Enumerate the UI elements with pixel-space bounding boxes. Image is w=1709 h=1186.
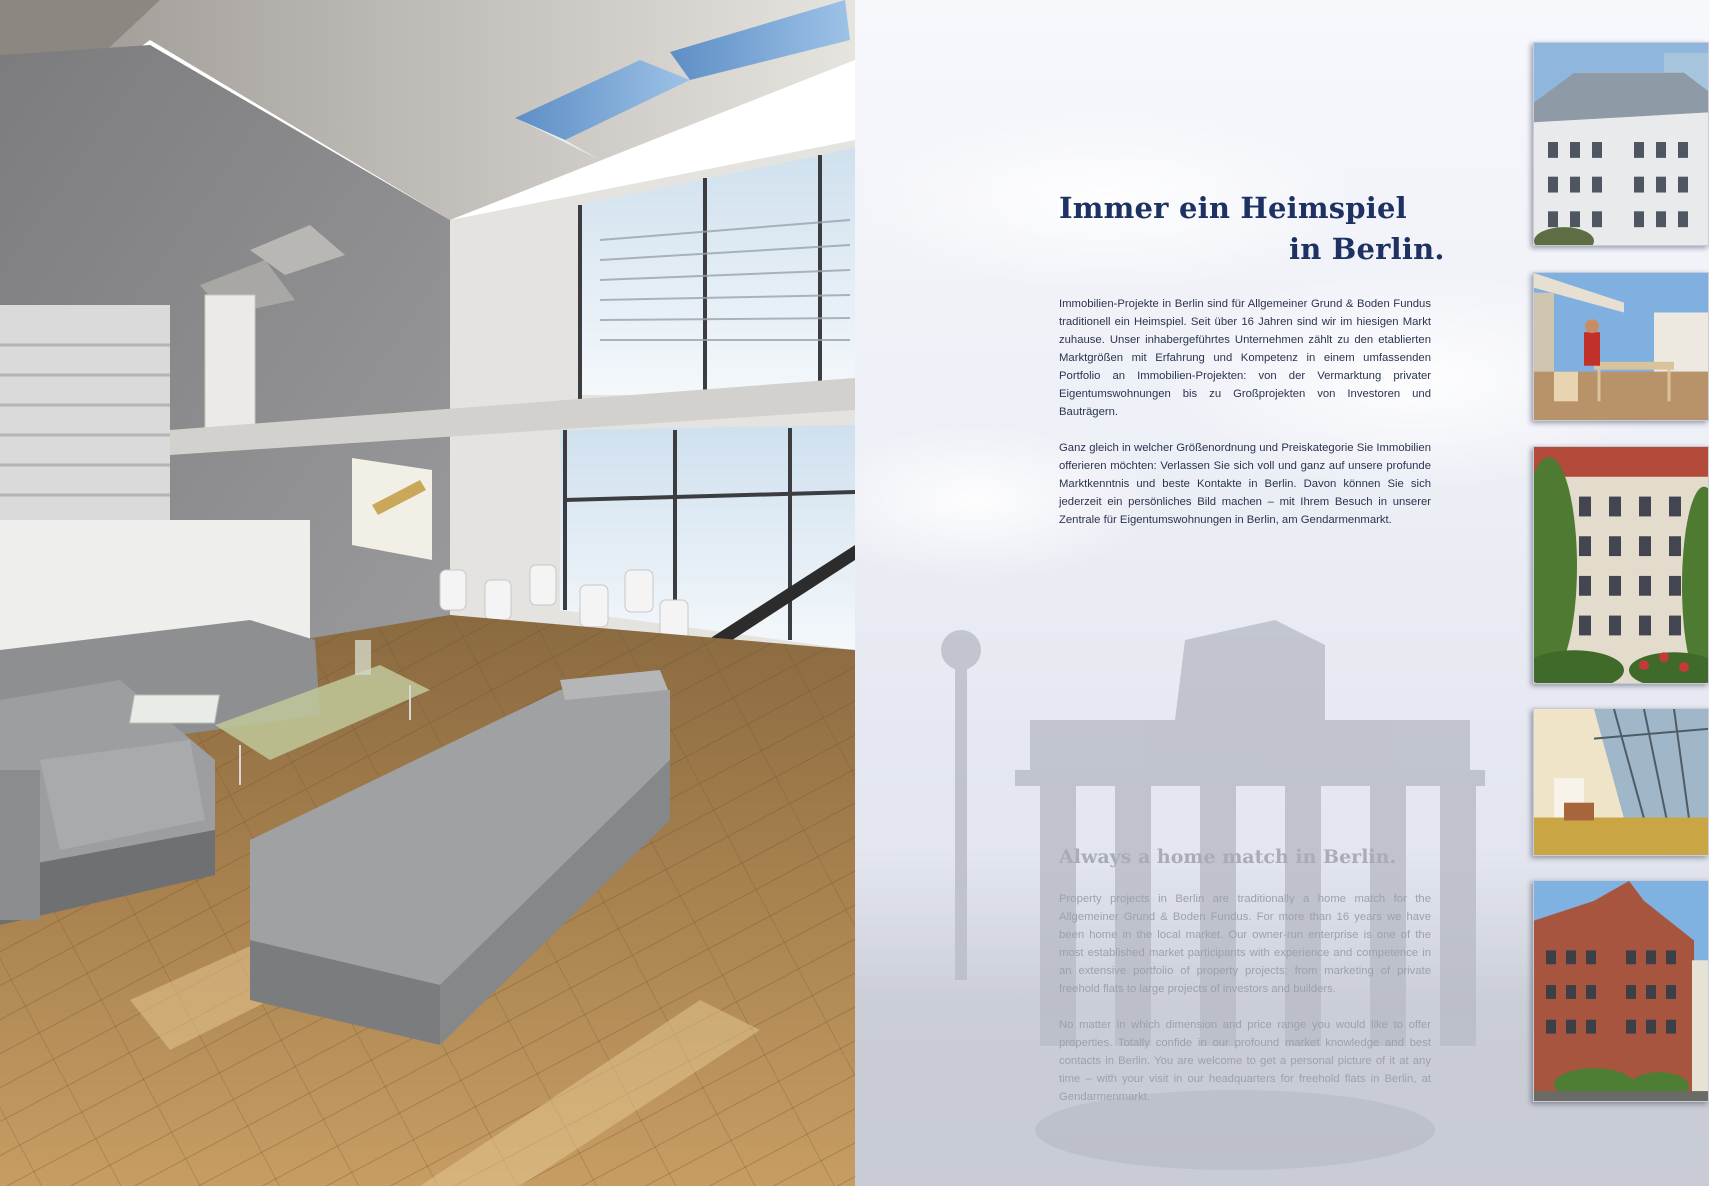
headline-german-line1: Immer ein Heimspiel bbox=[1059, 191, 1407, 225]
body-english-paragraph-1: Property projects in Berlin are traditionally a home match for the Allgemeiner Grund & Boden Fundus. For more than 16 years we have been home in the local market. Our owner-run enterprise is one of the most established market participants with experience and competence in an extensive portfolio of property projects: from marketing of private freehold flats to large projects of investors and builders. bbox=[1059, 893, 1431, 995]
thumbnail-red-brick-building bbox=[1533, 880, 1709, 1102]
thumbnail-apartment-facade bbox=[1533, 446, 1709, 684]
thumbnail-roof-terrace bbox=[1533, 272, 1709, 421]
body-german-paragraph-1: Immobilien-Projekte in Berlin sind für Allgemeiner Grund & Boden Fundus traditionell ein Heimspiel. Seit über 16 Jahren sind wir im hiesigen Markt zuhause. Unser inhabergeführtes Unternehmen zählt zu den etablierten Marktgrößen mit Erfahrung und Kompetenz in einem umfassenden Portfolio an Immobilien-Projekten: von der Vermarktung privater Eigentumswohnungen bis zu Großprojekten von Investoren und Bauträgern. bbox=[1059, 298, 1431, 418]
thumbnail-conservatory bbox=[1533, 708, 1709, 856]
body-german bbox=[1059, 295, 1431, 547]
headline-english: Always a home match in Berlin. bbox=[1059, 846, 1397, 868]
body-english-paragraph-2: No matter in which dimension and price range you would like to offer properties. Totally confide in our profound market knowledge and best contacts in Berlin. You are welcome to get a personal picture of it at any time – with your visit in our headquarters for freehold flats in Berlin, at Gendarmenmarkt. bbox=[1059, 1019, 1431, 1103]
headline-german-line2: in Berlin. bbox=[1289, 232, 1445, 266]
text-page bbox=[855, 0, 1709, 1186]
thumbnail-white-building bbox=[1533, 42, 1709, 246]
body-english bbox=[1059, 890, 1431, 1124]
body-german-paragraph-2: Ganz gleich in welcher Größenordnung und Preiskategorie Sie Immobilien offerieren möchten: Verlassen Sie sich voll und ganz auf unsere profunde Marktkenntnis und beste Kontakte in Berlin. Davon können Sie sich jederzeit ein persönliches Bild machen – mit Ihrem Besuch in unserer Zentrale für Eigentumswohnungen in Berlin, am Gendarmenmarkt. bbox=[1059, 442, 1431, 526]
headline-german bbox=[1059, 188, 1459, 270]
